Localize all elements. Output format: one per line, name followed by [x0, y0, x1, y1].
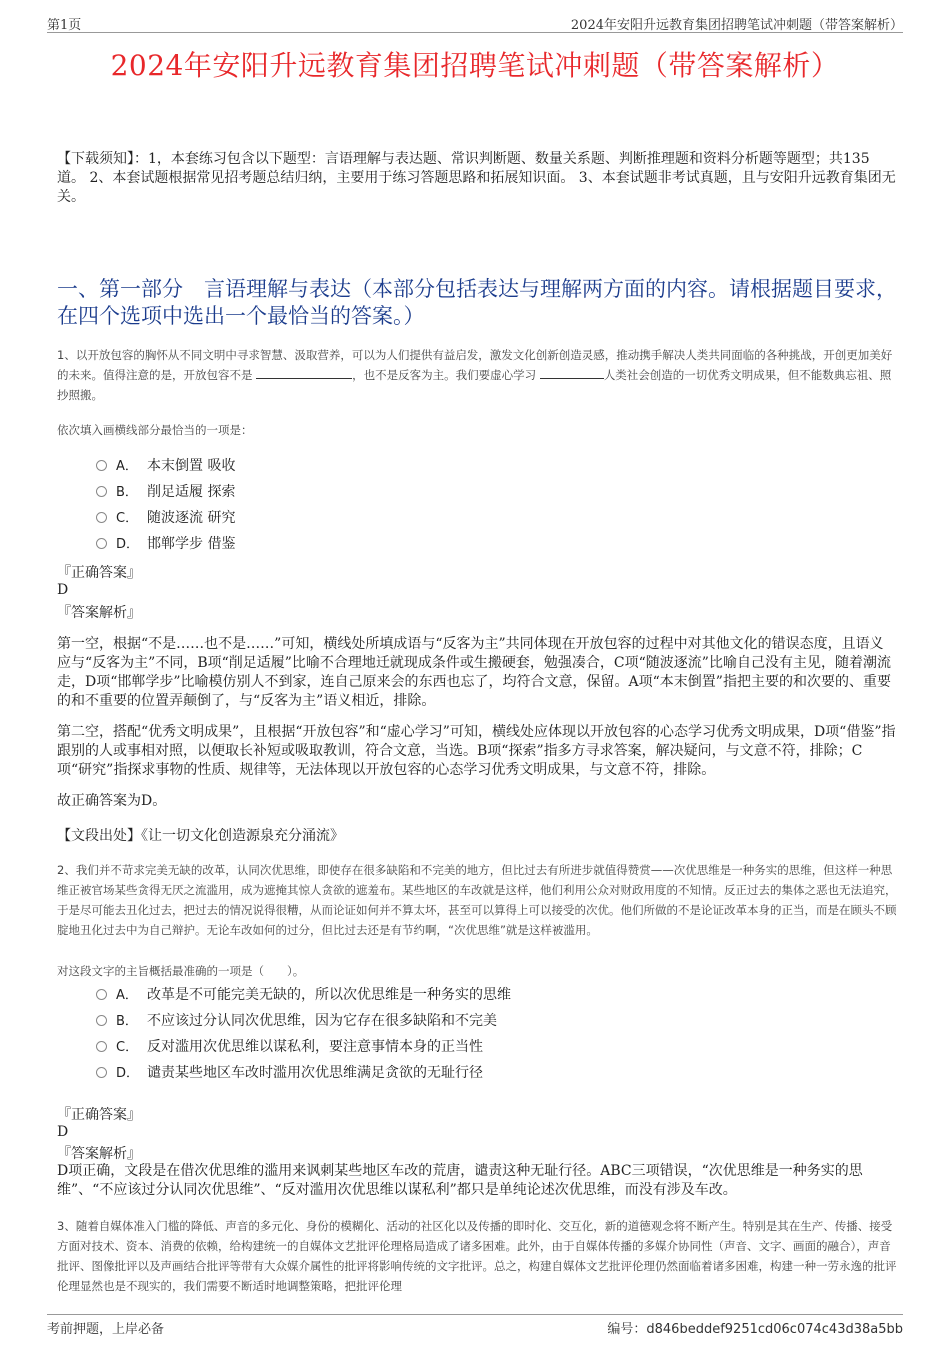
q1-analysis-paragraph-1: 第一空，根据“不是……也不是……”可知，横线处所填成语与“反客为主”共同体现在开放包容的过程中对其他文化的错误态度，且语义应与“反客为主”不同，B项“削足适履”比喻不合理地迁就现成条件或生搬硬套，勉强凑合，C项“随波逐流”比喻自己没有主见，随着潮流走，D项“邯郸学步”比喻模仿别人不到家，连自己原来会的东西也忘了，均符合文意，保留。A项“本末倒置”指把主要的和次要的、重要的和不重要的位置弄颠倒了，与“反客为主”语义相近，排除。	[57, 636, 891, 709]
q1-answer-label: 『正确答案』	[57, 565, 141, 581]
q2-option-b[interactable]: B． 不应该过分认同次优思维，因为它存在很多缺陷和不完美	[96, 1011, 497, 1031]
q2-answer: D	[57, 1124, 69, 1140]
question-2-text: 2、我们并不苛求完美无缺的改革，认同次优思维，即使存在很多缺陷和不完美的地方，但比过去有所进步就值得赞赏——次优思维是一种务实的思维，但这样一种思维正被官场某些贪得无厌之流滥用，成为遮掩其惊人贪欲的遮羞布。某些地区的车改就是这样，他们利用公众对财政用度的不知情。反正过去的集体之恶也无法追究，于是尽可能去丑化过去，把过去的情况说得很糟，从而论证如何并不算太坏，甚至可以算得上可以接受的次优。他们所做的不是论证改革本身的正当，而是在顾头不顾腚地丑化过去中为自己辩护。无论车改如何的过分，但比过去还是有节约啊，“次优思维”就是这样被滥用。	[57, 863, 897, 937]
header-doc-title: 2024年安阳升远教育集团招聘笔试冲刺题（带答案解析）	[570, 18, 903, 33]
blank-2	[540, 365, 604, 379]
page-number: 第1页	[47, 18, 82, 33]
question-1-text: 1、以开放包容的胸怀从不同文明中寻求智慧、汲取营养，可以为人们提供有益启发，激发文化创新创造灵感，推动携手解决人类共同面临的各种挑战，开创更加美好的未来。值得注意的是，开放包容不是 ，也不是反客为主。我们要虚心学习 人类社会创造的一切优秀文明成果，但不能数典忘祖、照抄照搬。	[57, 348, 893, 402]
q1-option-a[interactable]: A． 本末倒置 吸收	[96, 456, 235, 476]
radio-button[interactable]	[96, 1041, 107, 1052]
radio-button[interactable]	[96, 538, 107, 549]
q1-option-b[interactable]: B． 削足适履 探索	[96, 482, 235, 502]
q1-analysis-paragraph-2: 第二空，搭配“优秀文明成果”，且根据“开放包容”和“虚心学习”可知，横线处应体现以开放包容的心态学习优秀文明成果，D项“借鉴”指跟别的人或事相对照，以便取长补短或吸取教训，符合文意，当选。B项“探索”指多方寻求答案，解决疑问，与文意不符，排除；C项“研究”指探求事物的性质、规律等，无法体现以开放包容的心态学习优秀文明成果，与文意不符，排除。	[57, 724, 896, 778]
download-notice: 【下载须知】：1，本套练习包含以下题型：言语理解与表达题、常识判断题、数量关系题、判断推理题和资料分析题等题型；共135道。 2、本套试题根据常见招考题总结归纳，主要用于练习答题思路和拓展知识面。 3、本套试题非考试真题，且与安阳升远教育集团无关。	[57, 151, 896, 205]
blank-1	[256, 365, 352, 379]
q1-analysis-label: 『答案解析』	[57, 605, 141, 621]
radio-button[interactable]	[96, 460, 107, 471]
q2-analysis: D项正确，文段是在借次优思维的滥用来讽刺某些地区车改的荒唐，谴责这种无耻行径。ABC三项错误，“次优思维是一种务实的思维”、“不应该过分认同次优思维”、“反对滥用次优思维以谋私利”都只是单纯论述次优思维，而没有涉及车改。	[57, 1163, 863, 1198]
page-header	[47, 10, 903, 33]
q2-option-c[interactable]: C． 反对滥用次优思维以谋私利，要注意事情本身的正当性	[96, 1037, 483, 1057]
radio-button[interactable]	[96, 512, 107, 523]
page-title: 2024年安阳升远教育集团招聘笔试冲刺题（带答案解析）	[110, 49, 840, 82]
footer-slogan: 考前押题，上岸必备	[47, 1322, 165, 1337]
q2-option-a[interactable]: A． 改革是不可能完美无缺的，所以次优思维是一种务实的思维	[96, 985, 511, 1005]
radio-button[interactable]	[96, 989, 107, 1000]
q1-source: 【文段出处】《让一切文化创造源泉充分涌流》	[57, 828, 344, 844]
q1-option-c[interactable]: C． 随波逐流 研究	[96, 508, 235, 528]
q1-conclusion: 故正确答案为D。	[57, 793, 167, 809]
q2-analysis-label: 『答案解析』	[57, 1146, 141, 1162]
document-code: 编号：d846beddef9251cd06c074c43d38a5bb	[607, 1322, 903, 1337]
q2-answer-label: 『正确答案』	[57, 1107, 141, 1123]
radio-button[interactable]	[96, 1015, 107, 1026]
q1-answer: D	[57, 582, 69, 598]
question-2-prompt: 对这段文字的主旨概括最准确的一项是（ ）。	[57, 964, 305, 978]
q2-option-d[interactable]: D． 谴责某些地区车改时滥用次优思维满足贪欲的无耻行径	[96, 1063, 483, 1083]
question-1-prompt: 依次填入画横线部分最恰当的一项是：	[57, 423, 253, 437]
radio-button[interactable]	[96, 1067, 107, 1078]
section-heading: 一、第一部分 言语理解与表达（本部分包括表达与理解两方面的内容。请根据题目要求，在四个选项中选出一个最恰当的答案。）	[57, 277, 897, 328]
radio-button[interactable]	[96, 486, 107, 497]
question-3-text: 3、随着自媒体准入门槛的降低、声音的多元化、身份的模糊化、活动的社区化以及传播的即时化、交互化，新的道德观念将不断产生。特别是其在生产、传播、接受方面对技术、资本、消费的依赖，给构建统一的自媒体文艺批评伦理格局造成了诸多困难。此外，由于自媒体传播的多媒介协同性（声音、文字、画面的融合），声音批评、图像批评以及声画结合批评等带有大众媒介属性的批评将影响传统的文字批评。总之，构建自媒体文艺批评伦理仍然面临着诸多困难，构建一种一劳永逸的批评伦理显然也是不现实的，我们需要不断适时地调整策略，把批评伦理	[57, 1219, 897, 1293]
q1-option-d[interactable]: D． 邯郸学步 借鉴	[96, 534, 235, 554]
page-footer	[47, 1314, 903, 1337]
